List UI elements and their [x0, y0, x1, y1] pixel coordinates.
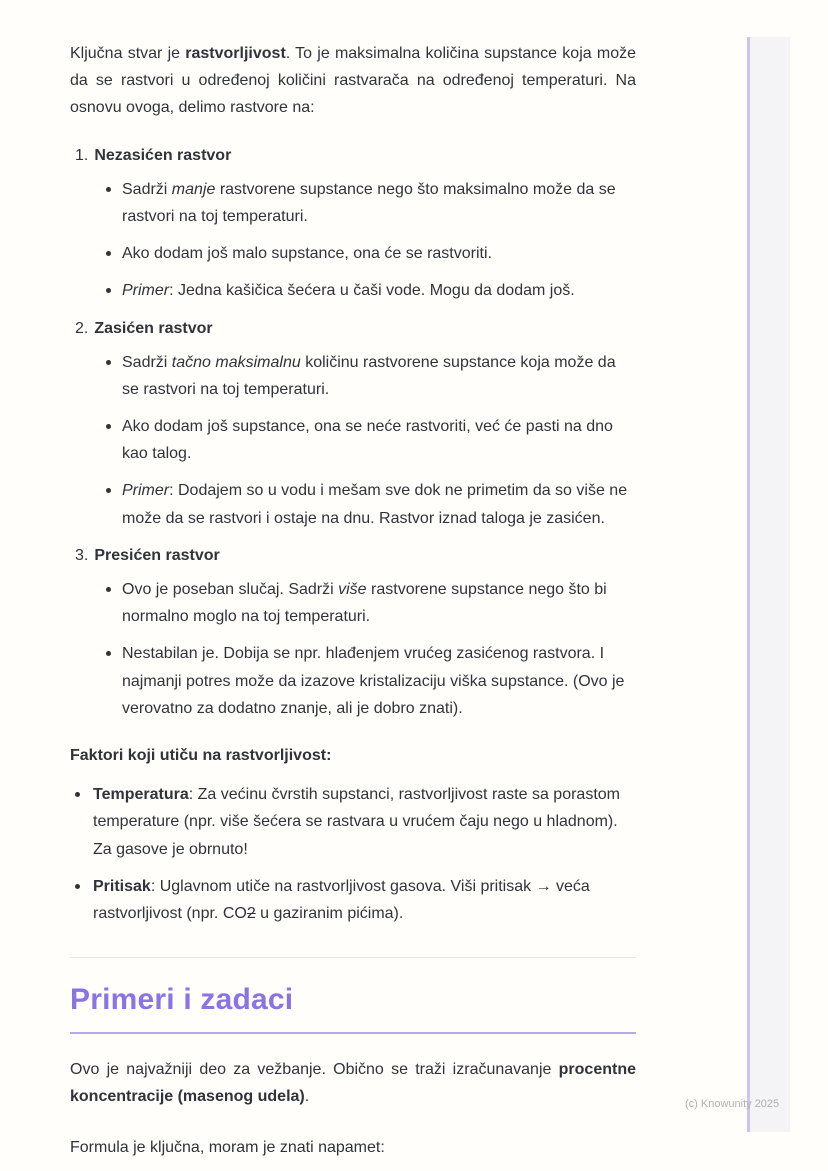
bullet-item	[70, 413, 636, 467]
intro-paragraph	[70, 40, 636, 122]
text-segment: više	[338, 581, 367, 598]
item-number: 1.	[75, 146, 89, 164]
text-segment: rastvorene supstance nego što bi normalno moglo na toj temperaturi.	[122, 581, 607, 626]
text-segment: Sadrži	[122, 180, 172, 198]
factors-list	[70, 781, 636, 927]
page-edge-line	[747, 37, 750, 1132]
text-segment: procentne koncentracije (masenog udela)	[70, 1061, 636, 1106]
text-segment: : Dodajem so u vodu i mešam sve dok ne primetim da so više ne može da se rastvori i ostaje na dnu. Rastvor iznad taloga je zasićen.	[122, 482, 628, 527]
text-segment: 2	[246, 904, 256, 922]
text-segment: Ako dodam još supstance, ona se neće rastvoriti, već će pasti na dno kao talog.	[122, 418, 613, 463]
section-divider	[70, 957, 636, 958]
numbered-item	[70, 315, 636, 532]
text-segment: Ključna stvar je	[70, 45, 186, 62]
bullet-item	[70, 576, 636, 630]
text-segment: u gaziranim pićima).	[255, 904, 404, 922]
text-segment: Pritisak	[93, 877, 151, 895]
text-segment: količinu rastvorene supstance koja može da se rastvori na toj temperaturi.	[122, 353, 616, 398]
section-intro-paragraph	[70, 1056, 636, 1110]
notes-content	[70, 40, 636, 1162]
text-segment: tačno maksimalnu	[171, 353, 301, 371]
item-title: Presićen rastvor	[94, 546, 220, 564]
numbered-item-heading	[70, 142, 636, 169]
bullet-item	[70, 277, 636, 304]
text-segment: Primer	[122, 282, 170, 300]
numbered-item	[70, 542, 636, 722]
text-segment: Ovo je poseban slučaj. Sadrži	[122, 581, 339, 598]
text-segment: rastvorene supstance nego što maksimalno može da se rastvori na toj temperaturi.	[122, 180, 616, 225]
text-segment: Ako dodam još malo supstance, ona će se rastvoriti.	[122, 245, 492, 263]
numbered-item-heading	[70, 542, 636, 569]
item-number: 2.	[75, 319, 89, 337]
item-title: Zasićen rastvor	[94, 319, 213, 337]
text-segment: .	[304, 1088, 310, 1106]
next-page-edge	[747, 37, 790, 1132]
text-segment: Primer	[122, 482, 170, 500]
bullet-list	[70, 349, 636, 532]
factor-bullet-item	[70, 781, 636, 863]
bullet-item	[70, 640, 636, 722]
solution-types-list	[70, 142, 636, 722]
bullet-item	[70, 477, 636, 531]
bullet-item	[70, 349, 636, 403]
section-title-underline	[70, 1032, 636, 1034]
item-number: 3.	[75, 546, 89, 564]
bullet-list	[70, 576, 636, 722]
item-title: Nezasićen rastvor	[94, 146, 232, 164]
bullet-item	[70, 240, 636, 267]
factors-heading: Faktori koji utiču na rastvorljivost:	[70, 746, 332, 764]
numbered-item	[70, 142, 636, 305]
text-segment: manje	[171, 180, 216, 198]
text-segment: : Uglavnom utiče na rastvorljivost gasova. Viši pritisak → veća rastvorljivost (npr. CO	[93, 877, 590, 922]
text-segment: Sadrži	[122, 353, 172, 371]
bullet-item	[70, 176, 636, 230]
text-segment: . To je maksimalna količina supstance koja može da se rastvori u određenoj količini rastvarača na određenoj temperaturi. Na osnovu ovoga, delimo rastvore na:	[70, 45, 636, 117]
text-segment: Temperatura	[93, 786, 189, 804]
text-segment: : Za većinu čvrstih supstanci, rastvorljivost raste sa porastom temperature (npr. više šećera se rastvara u vrućem čaju nego u hladnom). Za gasove je obrnuto!	[93, 786, 620, 858]
numbered-item-heading	[70, 315, 636, 342]
text-segment: rastvorljivost	[185, 45, 286, 62]
watermark: (c) Knowunity 2025	[685, 1098, 780, 1110]
bullet-list	[70, 176, 636, 305]
factor-bullet-item	[70, 873, 636, 927]
text-segment: Ovo je najvažniji deo za vežbanje. Obično se traži izračunavanje	[70, 1061, 559, 1079]
section-title: Primeri i zadaci	[70, 983, 294, 1017]
text-segment: Nestabilan je. Dobija se npr. hlađenjem vrućeg zasićenog rastvora. I najmanji potres može da izazove kristalizaciju viška supstance. (Ovo je verovatno za dodatno znanje, ali je dobro znati).	[122, 645, 625, 717]
text-segment: : Jedna kašičica šećera u čaši vode. Mogu da dodam još.	[169, 282, 575, 300]
formula-lead-line: Formula je ključna, moram je znati napamet:	[70, 1139, 385, 1157]
